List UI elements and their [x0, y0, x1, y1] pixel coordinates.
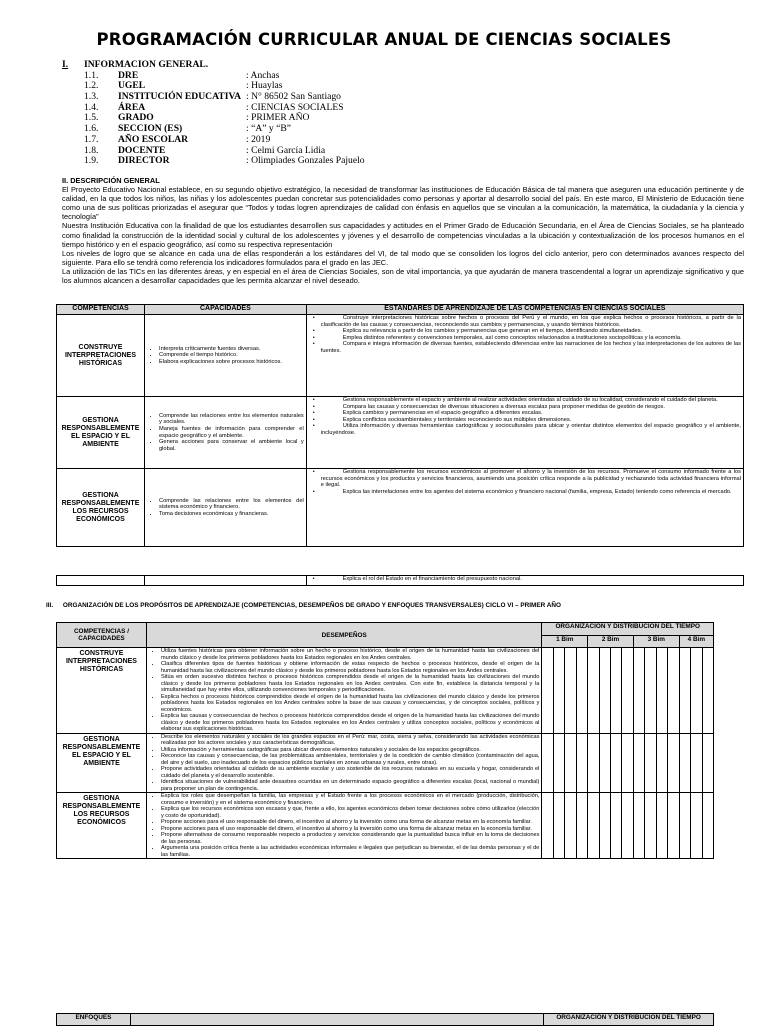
time-cell [599, 733, 610, 793]
list-item: • Explica las interrelaciones entre los agentes del sistema económico y financiero nacional (familia, empresa, Estado) teniendo como referencia el mercado. [321, 489, 741, 496]
list-item: • Propone acciones para el uso responsable del dinero, el incentivo al ahorro y la inversión como una forma de alcanzar metas en la economía familiar. [161, 826, 539, 833]
competencia-cell: GESTIONA RESPONSABLEMENTE EL ESPACIO Y EL AMBIENTE [57, 397, 145, 469]
competencia-cell: CONSTRUYE INTERPRETACIONES HISTÓRICAS [57, 315, 145, 397]
purposes-table [56, 622, 714, 859]
competencia-cell: CONSTRUYE INTERPRETACIONES HISTÓRICAS [57, 648, 147, 734]
enfoques-header-tiempo: ORGANIZACIÓN Y DISTRIBUCIÓN DEL TIEMPO [544, 1014, 714, 1026]
competencia-cell: GESTIONA RESPONSABLEMENTE LOS RECURSOS ECONÓMICOS [57, 793, 147, 859]
list-item: • Explica conflictos socioambientales y territoriales reconociendo sus múltiples dimensiones. [321, 417, 741, 424]
time-cell [691, 733, 702, 793]
bim-header: 2 Bim [588, 635, 634, 648]
purposes-header-competencias: COMPETENCIAS / CAPACIDADES [57, 623, 147, 648]
time-cell [576, 648, 587, 734]
time-cell [645, 733, 656, 793]
standards-table-continuation [56, 575, 744, 586]
info-row-num: 1.8. [84, 144, 99, 156]
list-item: • Compara e integra información de diversas fuentes, estableciendo diferencias entre las narraciones de los hechos y las interpretaciones de los autores de las fuentes. [321, 341, 741, 354]
info-row-value: : Olimpiades Gonzales Pajuelo [246, 155, 365, 167]
info-row-value: : PRIMER AÑO [246, 112, 310, 124]
time-cell [656, 793, 667, 859]
estandares-cell [306, 315, 743, 397]
list-item: • Gestiona responsablemente los recursos económicos al promover el ahorro y la inversión de los recursos. Promueve el consumo informado frente a los recursos económicos y los productos y servicios financieros, asumiendo una posición crítica responde a la publicidad y rechazando toda actividad financiera informal e ilegal. [321, 469, 741, 489]
info-row [62, 155, 365, 167]
info-row [62, 112, 310, 124]
list-item: • Emplea distintos referentes y convenciones temporales, así como conceptos relacionados a instituciones sociopolíticas y la economía. [321, 335, 741, 342]
time-cell [542, 648, 553, 734]
general-info-heading-num: I. [62, 59, 69, 70]
info-row [62, 91, 341, 103]
info-row-num: 1.4. [84, 101, 99, 113]
list-item: • Identifica situaciones de vulnerabilidad ante desastres ocurridas en un determinado espacio geográfico a diferentes escalas (local, nacional o mundial) para proponer un plan de contingencia. [161, 779, 539, 792]
time-cell [633, 648, 644, 734]
info-row-num: 1.1. [84, 69, 99, 81]
list-item: • Explica que los recursos económicos son escasos y que, frente a ello, los agentes económicos deben tomar decisiones sobre cómo utilizarlos (elección y costo de oportunidad). [161, 806, 539, 819]
table-row [57, 648, 714, 734]
info-row-num: 1.6. [84, 123, 99, 135]
time-cell [622, 793, 633, 859]
info-row-value: : 2019 [246, 133, 271, 145]
section3-num: III. [46, 602, 54, 609]
capacidades-cell [144, 315, 306, 397]
info-row-label: SECCION (ES) [118, 123, 183, 135]
time-cell [702, 733, 713, 793]
table-row [57, 793, 714, 859]
time-cell [622, 648, 633, 734]
list-item: • Maneja fuentes de información para comprender el espacio geográfico y el ambiente. [159, 426, 304, 439]
list-item: • Gestiona responsablemente el espacio y ambiente al realizar actividades orientadas al cuidado de su localidad, considerando el cuidado del planeta. [321, 397, 741, 404]
time-cell [599, 648, 610, 734]
time-cell [622, 733, 633, 793]
list-item: • Utiliza información y herramientas cartográficas para ubicar diversos elementos naturales y sociales de los espacios geográficos. [161, 747, 539, 754]
info-row-value: : Huaylas [246, 80, 283, 92]
general-info-section [62, 59, 365, 167]
list-item: • Toma decisiones económicas y financieras. [159, 511, 304, 518]
enfoques-table [56, 1013, 714, 1026]
description-paragraph: El Proyecto Educativo Nacional establece, en su segundo objetivo estratégico, la necesidad de transformar las instituciones de Educación Básica de tal manera que aseguren una educación pertinente y de calidad, en la que todos los niños, las niñas y los adolescentes puedan concretar sus potencialidades como personas y aportar al desarrollo social del país. En este marco, El Ministerio de Educación tiene como una de sus políticas priorizadas el asegurar que “Todos y todas logren aprendizajes de calidad con énfasis en aquellos que se vinculan a la comunicación, la matemática, la ciudadanía y la ciencia y tecnología” [62, 185, 744, 222]
time-cell [542, 793, 553, 859]
info-row-num: 1.3. [84, 91, 99, 103]
list-item: • Genera acciones para conservar el ambiente local y global. [159, 439, 304, 452]
list-item: • Explica los roles que desempeñan la familia, las empresas y el Estado frente a los procesos económicos en el mercado (producción, distribución, consumo e inversión) y en el sistema económico y financiero. [161, 793, 539, 806]
info-row-label: DRE [118, 69, 139, 81]
time-cell [633, 733, 644, 793]
estandares-cell [306, 397, 743, 469]
info-row [62, 101, 344, 114]
list-item: • Elabora explicaciones sobre procesos históricos. [159, 359, 304, 366]
list-item: • Reconoce las causas y consecuencias, de las problemáticas ambientales, territoriales y de la condición de cambio climático (contaminación del agua, del aire y del suelo, uso inadecuado de los espacios públicos barriales en zonas urbanas y rurales, entre otras). [161, 753, 539, 766]
time-cell [611, 733, 622, 793]
competencia-cell: GESTIONA RESPONSABLEMENTE LOS RECURSOS ECONÓMICOS [57, 469, 145, 547]
time-cell [702, 793, 713, 859]
description-paragraph: La utilización de las TICs en las diferentes áreas, y en especial en el área de Ciencias Sociales, son de vital importancia, ya que ayudarán de manera trascendental a lograr un aprendizaje significativo y que los alumnos alcancen a desarrollar capacidades que les permita alcanzar el nivel deseado. [62, 266, 744, 286]
time-cell [611, 648, 622, 734]
list-item: • Propone alternativas de consumo responsable respecto a productos y servicios considerando que la puntualidad busca influir en la toma de decisiones de las personas. [161, 832, 539, 845]
list-item: • Explica hechos o procesos históricos comprendidos desde el origen de la humanidad hasta las civilizaciones del mundo clásico y desde los primeros pobladores hasta los Estados regionales en los Andes centrales sobre la base de sus causas y consecuencias, y de conceptos sociales, políticos y económicos. [161, 694, 539, 714]
table-row [57, 469, 744, 547]
bim-header: 4 Bim [679, 635, 713, 648]
list-item: • Sitúa en orden sucesivo distintos hechos o procesos históricos comprendidos desde el origen de la humanidad hasta las civilizaciones del mundo clásico y desde los primeros pobladores hasta los Estados regionales en los Andes centrales. Con este fin, establece la distancia temporal y la simultaneidad que hay entre ellos, utilizando convenciones temporales y periodificaciones. [161, 674, 539, 694]
list-item: • Describe los elementos naturales y sociales de los grandes espacios en el Perú: mar, costa, sierra y selva, considerando las actividades económicas realizadas por los actores sociales y sus características demográficas. [161, 734, 539, 747]
list-item: • Construye interpretaciones históricas sobre hechos o procesos del Perú y el mundo, en los que explica hechos o procesos históricos, a partir de la clasificación de las causas y consecuencias, reconociendo sus cambios y permanencias, y usando términos históricos. [321, 315, 741, 328]
standards-header-estandares: ESTANDARES DE APRENDIZAJE DE LAS COMPETENCIAS EN CIENCIAS SOCIALES [306, 305, 743, 315]
time-cell [656, 648, 667, 734]
capacidades-cell [144, 397, 306, 469]
purposes-header-desempenos: DESEMPEÑOS [146, 623, 541, 648]
info-row-num: 1.7. [84, 133, 99, 145]
info-row-label: GRADO [118, 112, 154, 124]
desempenos-cell [146, 733, 541, 793]
time-cell [553, 793, 564, 859]
page-title: PROGRAMACIÓN CURRICULAR ANUAL DE CIENCIAS SOCIALES [96, 30, 672, 49]
list-item: • Comprende las relaciones entre los elementos del sistema económico y financiero. [159, 498, 304, 511]
time-cell [645, 648, 656, 734]
enfoques-header: ENFOQUES [57, 1014, 131, 1026]
info-row [62, 69, 280, 82]
info-row [62, 80, 283, 92]
section3-heading [46, 602, 561, 609]
info-row-value: : “A” y “B” [246, 123, 292, 135]
list-item: • Propone acciones para el uso responsable del dinero, el incentivo al ahorro y la inversión como una forma de alcanzar metas en la economía familiar. [161, 819, 539, 826]
time-cell [679, 733, 690, 793]
time-cell [668, 793, 679, 859]
time-cell [668, 733, 679, 793]
description-paragraph: Nuestra Institución Educativa con la finalidad de que los estudiantes desarrollen sus capacidades y actitudes en el Primer Grado de Educación Secundaria, en el Área de Ciencias Sociales, se ha planteado como finalidad la construcción de la identidad social y cultural de los adolescentes y jóvenes y el desarrollo de competencias vinculadas a la ubicación y contextualización de los procesos humanos en el tiempo histórico y en el espacio geográfico, así como su respectiva representación [62, 221, 744, 249]
info-row-label: ÁREA [118, 101, 146, 113]
list-item: • Propone actividades orientadas al cuidado de su ambiente escolar y uso sostenible de los recursos naturales en su escuela y hogar, considerando el cuidado del planeta y el desarrollo sostenible. [161, 766, 539, 779]
time-cell [565, 648, 576, 734]
info-row-value: : N° 86502 San Santiago [246, 91, 341, 103]
purposes-header-tiempo: ORGANIZACIÓN Y DISTRIBUCIÓN DEL TIEMPO [542, 623, 714, 636]
general-info-heading [62, 59, 209, 71]
time-cell [553, 733, 564, 793]
general-info-heading-text: INFORMACION GENERAL. [84, 59, 209, 70]
info-row-label: INSTITUCIÓN EDUCATIVA [118, 91, 242, 103]
info-row-label: DOCENTE [118, 144, 166, 156]
list-item: • Explica el rol del Estado en el financiamiento del presupuesto nacional. [321, 576, 741, 583]
info-row [62, 133, 271, 146]
general-description-heading: II. DESCRIPCIÓN GENERAL [62, 176, 160, 185]
desempenos-cell [146, 648, 541, 734]
standards-header-competencias: COMPETENCIAS [57, 305, 145, 315]
capacidades-cell [144, 469, 306, 547]
info-row-value: : Anchas [246, 69, 280, 81]
time-cell [542, 733, 553, 793]
desempenos-cell [146, 793, 541, 859]
time-cell [633, 793, 644, 859]
time-cell [576, 733, 587, 793]
info-row-label: UGEL [118, 80, 146, 92]
table-row [57, 576, 744, 586]
list-item: • Compara las causas y consecuencias de diversas situaciones a diversas escalas para proponer medidas de gestión de riesgos. [321, 404, 741, 411]
time-cell [679, 648, 690, 734]
list-item: • Comprende las relaciones entre los elementos naturales y sociales. [159, 413, 304, 426]
list-item: • Explica cambios y permanencias en el espacio geográfico a diferentes escalas. [321, 410, 741, 417]
table-row [57, 733, 714, 793]
time-cell [599, 793, 610, 859]
info-row-num: 1.2. [84, 80, 99, 92]
list-item: • Utiliza información y diversas herramientas cartográficas y socioculturales para ubicar y orientar distintos elementos del espacio geográfico y el ambiente, incluyéndose. [321, 423, 741, 436]
time-cell [576, 793, 587, 859]
table-row [57, 397, 744, 469]
list-item: • Interpreta críticamente fuentes diversas. [159, 346, 304, 353]
time-cell [565, 733, 576, 793]
standards-header-capacidades: CAPACIDADES [144, 305, 306, 315]
info-row-value: : CIENCIAS SOCIALES [246, 101, 344, 113]
time-cell [645, 793, 656, 859]
info-row-num: 1.5. [84, 112, 99, 124]
table-row [57, 315, 744, 397]
time-cell [553, 648, 564, 734]
bim-header: 1 Bim [542, 635, 588, 648]
time-cell [656, 733, 667, 793]
time-cell [679, 793, 690, 859]
list-item: • Explica las causas y consecuencias de hechos o procesos históricos comprendidos desde el origen de la humanidad hasta las civilizaciones del mundo clásico y desde los primeros pobladores hasta los Estados regionales en los Andes centrales y utiliza conceptos sociales, políticos y económicos al elaborar sus explicaciones históricas. [161, 713, 539, 733]
time-cell [565, 793, 576, 859]
list-item: • Explica su relevancia a partir de los cambios y permanencias que generan en el tiempo, identificando simultaneidades. [321, 328, 741, 335]
description-paragraph: Los niveles de logro que se alcance en cada una de ellas responderán a los estándares del VI, de tal modo que se consoliden los logros del ciclo anterior, pero con determinados avances respecto del siguiente. Para ello se tendrá como referencia los indicadores formulados para el grado en las JEC. [62, 248, 744, 267]
list-item: • Clasifica diferentes tipos de fuentes históricas y obtiene información de estas respecto de hechos o procesos históricos, desde el origen de la humanidad hasta las civilizaciones del mundo clásico y desde los primeros pobladores hasta los Estados regionales en los Andes centrales. [161, 661, 539, 674]
time-cell [611, 793, 622, 859]
info-row [62, 144, 326, 157]
info-row [62, 123, 292, 135]
time-cell [691, 793, 702, 859]
list-item: • Comprende el tiempo histórico. [159, 352, 304, 359]
time-cell [588, 733, 599, 793]
list-item: • Argumenta una posición crítica frente a las actividades económicas informales e ilegales que perjudican su bienestar, el de las demás personas y el de las familias. [161, 845, 539, 858]
info-row-label: DIRECTOR [118, 155, 170, 167]
list-item: • Utiliza fuentes históricas para obtener información sobre un hecho o proceso histórico, desde el origen de la humanidad hasta las civilizaciones del mundo clásico y desde los primeros pobladores hasta los Estados regionales en los Andes centrales. [161, 648, 539, 661]
info-row-label: AÑO ESCOLAR [118, 133, 189, 145]
estandares-cell [306, 469, 743, 547]
time-cell [668, 648, 679, 734]
time-cell [588, 793, 599, 859]
info-row-value: : Celmi García Lidia [246, 144, 326, 156]
standards-table [56, 304, 744, 547]
section3-title: ORGANIZACIÓN DE LOS PROPÓSITOS DE APRENDIZAJE (COMPETENCIAS, DESEMPEÑOS DE GRADO Y ENFOQUES TRANSVERSALES) CICLO VI – PRIMER AÑO [62, 602, 561, 609]
general-description-section [62, 176, 744, 285]
bim-header: 3 Bim [633, 635, 679, 648]
info-row-num: 1.9. [84, 155, 99, 167]
time-cell [691, 648, 702, 734]
time-cell [702, 648, 713, 734]
time-cell [588, 648, 599, 734]
competencia-cell: GESTIONA RESPONSABLEMENTE EL ESPACIO Y EL AMBIENTE [57, 733, 147, 793]
